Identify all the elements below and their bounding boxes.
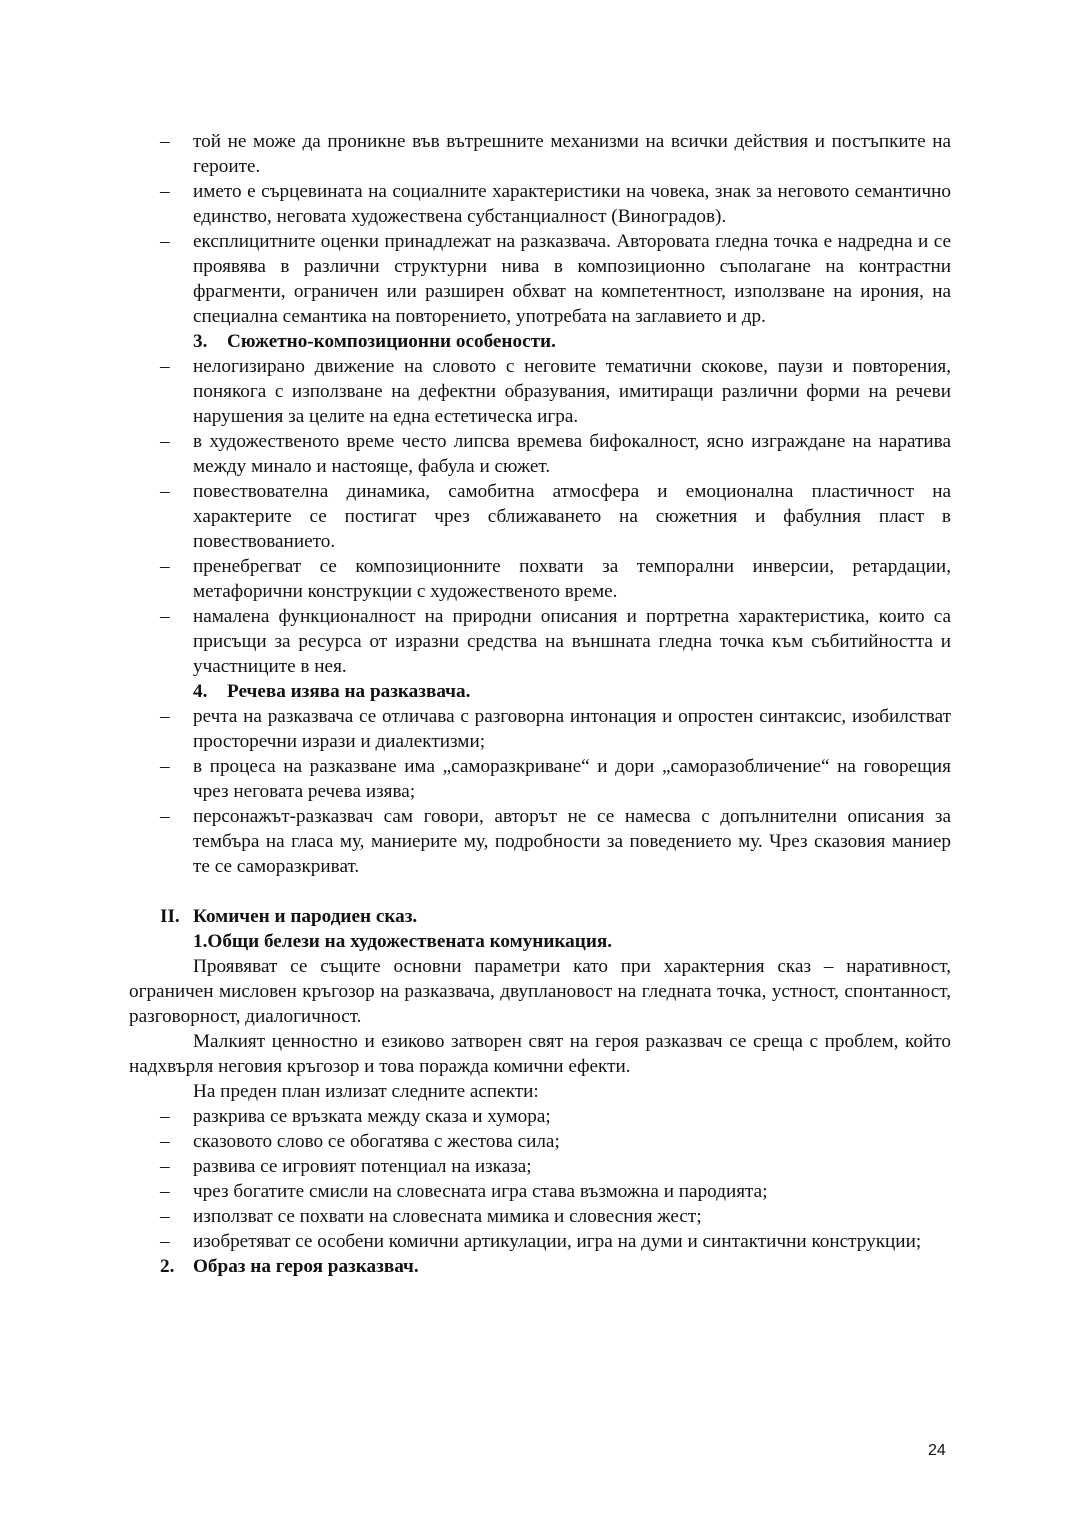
list-item: – той не може да проникне във вътрешните механизми на всички действия и постъпките на героите. [160,131,951,177]
list-item: – изобретяват се особени комични артикулации, игра на думи и синтактични конструкции; [160,1231,922,1252]
list-item: – експлицитните оценки принадлежат на разказвача. Авторовата гледна точка е надредна и се проявява в различни структурни нива в композиционно съполагане на контрастни фрагменти, ограничен или разширен обхват на компетентност, използване на ирония, на специална семантика на повторението, употребата на заглавието и др. [160,231,951,327]
dash-bullet: – [160,431,170,452]
dash-bullet: – [160,556,170,577]
list-item: – речта на разказвача се отличава с разговорна интонация и опростен синтаксис, изобилстват просторечни изрази и диалектизми; [160,706,951,752]
dash-bullet: – [160,181,170,202]
bullet-list [129,354,951,679]
bullet-list [129,129,951,329]
list-item: – повествователна динамика, самобитна атмосфера и емоционална пластичност на характерите се постигат чрез сближаването на сюжетния и фабулния пласт в повествованието. [160,481,951,552]
dash-bullet: – [160,1106,170,1127]
page-number: 24 [928,1442,946,1459]
dash-bullet: – [160,356,170,377]
page-body [129,129,951,1279]
list-item: – пренебрегват се композиционните похвати за темпорални инверсии, ретардации, метафорични конструкции с художественото време. [160,556,951,602]
section-heading-hero-image: 2. Образ на героя разказвач. [160,1256,419,1277]
subheading-general-features: 1.Общи белези на художествената комуникация. [193,931,613,952]
list-item: – името е сърцевината на социалните характеристики на човека, знак за неговото семантично единство, неговата художествена субстанциалност (Виноградов). [160,181,951,227]
section-heading-ii: II. Комичен и пародиен сказ. [160,906,418,927]
paragraph: На преден план излизат следните аспекти: [193,1081,539,1102]
list-item: – персонажът-разказвач сам говори, авторът не се намесва с допълнителни описания за тембъра на гласа му, маниерите му, подробности за поведението му. Чрез сказовия маниер те се саморазкриват. [160,806,951,877]
list-item: – в художественото време често липсва времева бифокалност, ясно изграждане на наратива между минало и настояще, фабула и сюжет. [160,431,951,477]
dash-bullet: – [160,1206,170,1227]
list-item: – разкрива се връзката между сказа и хумора; [160,1106,551,1127]
bullet-list [129,704,951,879]
list-item: – чрез богатите смисли на словесната игра става възможна и пародията; [160,1181,768,1202]
dash-bullet: – [160,706,170,727]
dash-bullet: – [160,231,170,252]
dash-bullet: – [160,606,170,627]
dash-bullet: – [160,1231,170,1252]
dash-bullet: – [160,481,170,502]
paragraph: Проявяват се същите основни параметри като при характерния сказ – наративност, ограничен мисловен кръгозор на разказвача, двуплановост на гледната точка, устност, спонтанност, разговорност, диалогичност. [129,956,951,1027]
list-item: – намалена функционалност на природни описания и портретна характеристика, които са присъщи за ресурса от изразни средства на външната гледна точка към събитийността и участниците в нея. [160,606,951,677]
list-item: – в процеса на разказване има „саморазкриване“ и дори „саморазобличение“ на говорещия чрез неговата речева изява; [160,756,951,802]
dash-bullet: – [160,1181,170,1202]
section-heading-3: 3. Сюжетно-композиционни особености. [193,331,556,352]
bullet-list [129,1104,951,1254]
list-item: – развива се игровият потенциал на изказа; [160,1156,532,1177]
list-item: – сказовото слово се обогатява с жестова сила; [160,1131,560,1152]
list-item: – нелогизирано движение на словото с неговите тематични скокове, паузи и повторения, понякога с използване на дефектни образувания, имитиращи различни форми на речеви нарушения за целите на една естетическа игра. [160,356,951,427]
dash-bullet: – [160,1131,170,1152]
dash-bullet: – [160,131,170,152]
list-item: – използват се похвати на словесната мимика и словесния жест; [160,1206,702,1227]
dash-bullet: – [160,1156,170,1177]
paragraph: Малкият ценностно и езиково затворен свят на героя разказвач се среща с проблем, който надхвърля неговия кръгозор и това поражда комични ефекти. [129,1031,951,1077]
dash-bullet: – [160,756,170,777]
section-heading-4: 4. Речева изява на разказвача. [193,681,471,702]
dash-bullet: – [160,806,170,827]
